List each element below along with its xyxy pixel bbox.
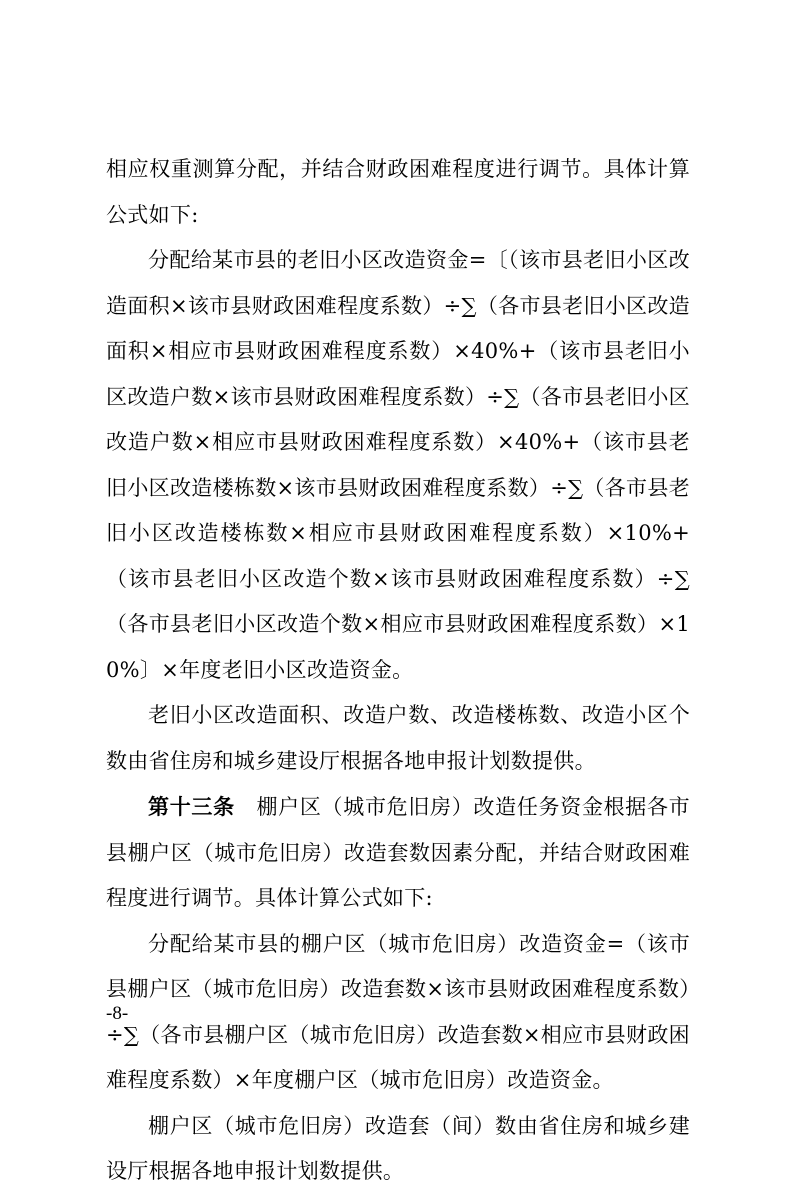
paragraph-text: 分配给某市县的棚户区（城市危旧房）改造资金=（该市县棚户区（城市危旧房）改造套数×该市县财政困难程度系数）÷∑（各市县棚户区（城市危旧房）改造套数×相应市县财政困难程度系数）×年度棚户区（城市危旧房）改造资金。: [106, 931, 690, 1092]
paragraph-text: 棚户区（城市危旧房）改造套（间）数由省住房和城乡建设厅根据各地申报计划数提供。: [106, 1113, 690, 1183]
paragraph-old-community-data-source: [106, 693, 690, 784]
paragraph-article-13: [106, 784, 690, 922]
paragraph-shantytown-formula: [106, 922, 690, 1104]
paragraph-shantytown-data-source: [106, 1104, 690, 1195]
paragraph-old-community-formula: [106, 238, 690, 693]
paragraph-text: 分配给某市县的老旧小区改造资金=〔（该市县老旧小区改造面积×该市县财政困难程度系数）÷∑（各市县老旧小区改造面积×相应市县财政困难程度系数）×40%+（该市县老旧小区改造户数×该市县财政困难程度系数）÷∑（各市县老旧小区改造户数×相应市县财政困难程度系数）×40%+（该市县老旧小区改造楼栋数×该市县财政困难程度系数）÷∑（各市县老旧小区改造楼栋数×相应市县财政困难程度系数）×10%+（该市县老旧小区改造个数×该市县财政困难程度系数）÷∑（各市县老旧小区改造个数×相应市县财政困难程度系数）×10%〕×年度老旧小区改造资金。: [106, 248, 690, 682]
article-heading: 第十三条: [148, 794, 235, 819]
page-number: -8-: [106, 1003, 129, 1024]
paragraph-text: 棚户区（城市危旧房）改造任务资金根据各市县棚户区（城市危旧房）改造套数因素分配，并结合财政困难程度进行调节。具体计算公式如下:: [106, 795, 690, 910]
paragraph-text: 老旧小区改造面积、改造户数、改造楼栋数、改造小区个数由省住房和城乡建设厅根据各地申报计划数提供。: [106, 703, 690, 773]
paragraph-text: 相应权重测算分配，并结合财政困难程度进行调节。具体计算公式如下:: [106, 157, 690, 227]
body-text: [106, 147, 690, 1195]
paragraph-calculation-intro: [106, 147, 690, 238]
